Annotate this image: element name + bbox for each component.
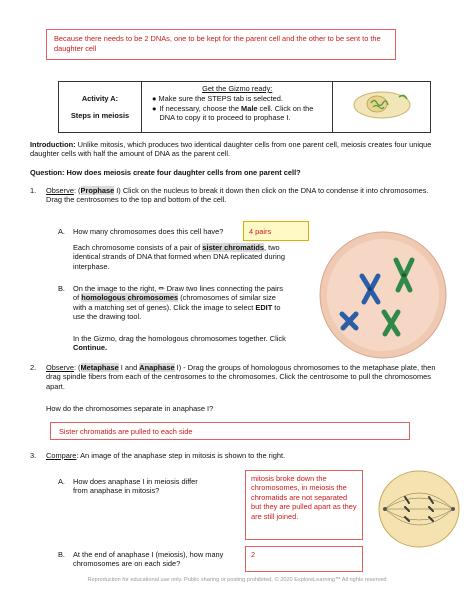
q2-text — [46, 363, 451, 391]
q3b-question: At the end of anaphase I (meiosis), how many chromosomes are on each side? — [73, 550, 224, 569]
q1a-answer: 4 pairs — [249, 227, 272, 236]
q1a-label: A. — [58, 227, 65, 236]
q3-number: 3. — [30, 451, 37, 460]
q1b-text — [73, 284, 287, 322]
gizmo-bullet-1: ● Make sure the STEPS tab is selected. — [151, 94, 283, 104]
q1-body: I) Click on the nucleus to break it down then click on the DNA to condense it into chromosomes. Drag the centrosomes to the top and bottom of the cell. — [46, 186, 429, 205]
answer-box-top[interactable] — [46, 29, 396, 60]
q1-info-pre: Each chromosome consists of a pair of — [73, 243, 203, 252]
q1-info-post: , two identical strands of DNA that formed when DNA replicated during interphase. — [73, 243, 285, 271]
bullet2-a: If necessary, choose the — [159, 103, 242, 113]
q3-text — [46, 451, 446, 460]
bullet-dot: ● — [151, 103, 157, 113]
q1-phase: Prophase — [80, 186, 115, 195]
q2-phase-anaphase: Anaphase — [139, 363, 175, 372]
q1b-label: B. — [58, 284, 65, 293]
gizmo-ready-cell — [141, 82, 333, 133]
q2-observe: Observe — [46, 363, 74, 372]
q1-text — [46, 186, 446, 205]
q1a-answer-box[interactable] — [243, 221, 309, 241]
q1-gizmo-continue: Continue. — [73, 343, 108, 353]
intro-text: Unlike mitosis, which produces two identical daughter cells from one parent cell, meiosis creates four unique daughter cells with half the amount of DNA as the parent cell. — [30, 140, 432, 159]
q3b-answer: 2 — [251, 550, 256, 559]
q2-question: How do the chromosomes separate in anaphase I? — [46, 404, 214, 413]
activity-title: Activity A: — [81, 93, 119, 103]
q3a-answer: mitosis broke down the chromosomes, in meiosis the chromatids are not separated but they are pulled apart as they are still joined. — [251, 474, 357, 521]
q2-and: I and — [118, 363, 140, 372]
q1b-pre: On the image to the right, ✏ Draw two lines connecting the pairs of — [73, 284, 283, 303]
q2-paren: : ( — [73, 363, 81, 372]
footer-copyright: Reproduction for educational use only. Public sharing or posting prohibited. © 2020 ExploreLearning™ All rights reserved — [87, 577, 387, 583]
mitosis-anaphase-image[interactable] — [375, 467, 463, 551]
term-sister-chromatids: sister chromatids — [202, 243, 265, 252]
q3a-label: A. — [58, 477, 65, 486]
bullet2-b: cell. Click on the DNA to copy it to proceed to prophase I. — [159, 103, 314, 123]
q2-number: 2. — [30, 363, 37, 372]
q1b-mid: (chromosomes of similar size with a matching set of genes). Click the image to select — [73, 293, 276, 312]
q1-paren: : ( — [73, 186, 81, 195]
q3b-answer-box[interactable] — [245, 546, 363, 572]
q2-body: I) - Drag the groups of homologous chromosomes to the metaphase plate, then drag spindle fibers from each of the centrosomes to the chromosomes. Click the centrosome to pull the chromosomes apart. — [46, 363, 436, 391]
prophase-cell-image[interactable] — [318, 230, 448, 360]
q3-body: : An image of the anaphase step in mitosis is shown to the right. — [76, 451, 286, 460]
q1-gizmo-pre: In the Gizmo, drag the homologous chromosomes together. Click — [73, 334, 286, 343]
q2-phase-metaphase: Metaphase — [80, 363, 119, 372]
q1-number: 1. — [30, 186, 37, 195]
q1-gizmo-instruction — [73, 334, 293, 353]
answer-top-text: Because there needs to be 2 DNAs, one to be kept for the parent cell and the other to be sent to the daughter cell — [54, 34, 381, 53]
introduction — [30, 140, 450, 159]
q2-answer: Sister chromatids are pulled to each side — [59, 427, 193, 436]
activity-table — [58, 81, 431, 133]
intro-label: Introduction: — [30, 140, 76, 149]
q3b-label: B. — [58, 550, 65, 559]
q1a-question: How many chromosomes does this cell have? — [73, 227, 224, 236]
q1-info — [73, 243, 298, 271]
activity-label-cell — [59, 82, 142, 133]
q1b-edit: EDIT — [255, 302, 273, 312]
q3a-answer-box[interactable] — [245, 470, 363, 540]
q3-compare: Compare — [46, 451, 77, 460]
gizmo-bullet-1-text: Make sure the STEPS tab is selected. — [158, 94, 283, 104]
gizmo-image-cell — [333, 82, 431, 133]
q1-observe: Observe — [46, 186, 74, 195]
activity-subtitle: Steps in meiosis — [70, 111, 130, 120]
bullet2-bold: Male — [241, 103, 258, 113]
cell-dna-thumbnail[interactable] — [347, 85, 417, 125]
gizmo-bullet-2-text — [159, 104, 328, 123]
q3a-question: How does anaphase I in meiosis differ from anaphase in mitosis? — [73, 477, 198, 496]
gizmo-ready-title: Get the Gizmo ready: — [202, 84, 273, 93]
main-question: Question: How does meiosis create four daughter cells from one parent cell? — [30, 168, 301, 177]
q2-answer-box[interactable] — [50, 422, 410, 440]
term-homologous-chromosomes: homologous chromosomes — [81, 293, 179, 303]
gizmo-bullet-2 — [146, 104, 329, 123]
q1b-post: to use the drawing tool. — [73, 302, 281, 322]
